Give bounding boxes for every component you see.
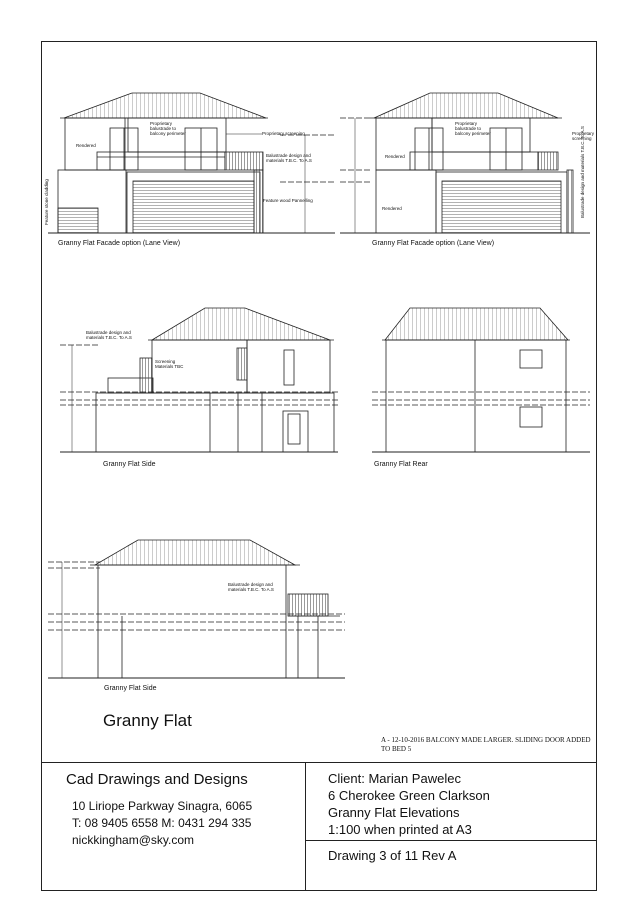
note-balustrade-design-1: Balustrade design and materials T.B.C. To A.S: [266, 153, 312, 164]
note-balustrade-design-3: Balustrade design and materials T.B.C. To A.S: [86, 330, 132, 341]
caption-facade-lane-view-right: Granny Flat Facade option (Lane View): [372, 240, 495, 247]
note-stone-cladding: Feature stone cladding: [44, 179, 49, 225]
note-screening-2: Proprietary screening: [572, 131, 595, 142]
note-rendered-1: Rendered: [76, 143, 96, 148]
revision-note: A - 12-10-2016 BALCONY MADE LARGER. SLIDING DOOR ADDED TO BED 5: [381, 736, 591, 754]
note-balustrade-design-5: Balustrade design and materials T.B.C. To A.S: [228, 582, 274, 593]
company-name: Cad Drawings and Designs: [66, 771, 248, 788]
sheet-title: Granny Flat: [103, 711, 192, 730]
caption-facade-lane-view-left: Granny Flat Facade option (Lane View): [58, 240, 181, 247]
note-balustrade-perimeter-1: Proprietary balustrade to balcony perimeter: [150, 121, 186, 137]
company-phones: T: 08 9405 6558 M: 0431 294 335: [72, 816, 252, 830]
note-rendered-2b: Rendered: [382, 206, 402, 211]
drawing-scale: 1:100 when printed at A3: [328, 822, 472, 837]
note-wood-panelling: Feature wood Pannelling: [263, 198, 313, 203]
company-address: 10 Liriope Parkway Sinagra, 6065: [72, 799, 253, 813]
note-screening-1: Proprietary screening: [262, 131, 305, 136]
note-balustrade-design-2: Balustrade design and materials T.B.C. To A.S: [580, 126, 585, 218]
note-balustrade-perimeter-2: Proprietary balustrade to balcony perimeter: [455, 121, 491, 137]
caption-side-lower: Granny Flat Side: [104, 685, 157, 692]
drawing-number: Drawing 3 of 11 Rev A: [328, 848, 457, 863]
caption-rear: Granny Flat Rear: [374, 461, 428, 468]
elevation-side-lower: [48, 540, 345, 678]
note-screening-materials: Screening Materials TBC: [155, 359, 184, 370]
site-address: 6 Cherokee Green Clarkson: [328, 788, 490, 803]
client-name: Client: Marian Pawelec: [328, 771, 461, 786]
company-email: nickkingham@sky.com: [72, 833, 194, 847]
caption-side-upper: Granny Flat Side: [103, 461, 156, 468]
note-rendered-2a: Rendered: [385, 154, 405, 159]
drawing-title: Granny Flat Elevations: [328, 805, 460, 820]
elevation-facade-lane-view-right: [340, 93, 590, 233]
elevation-rear: [372, 308, 590, 452]
